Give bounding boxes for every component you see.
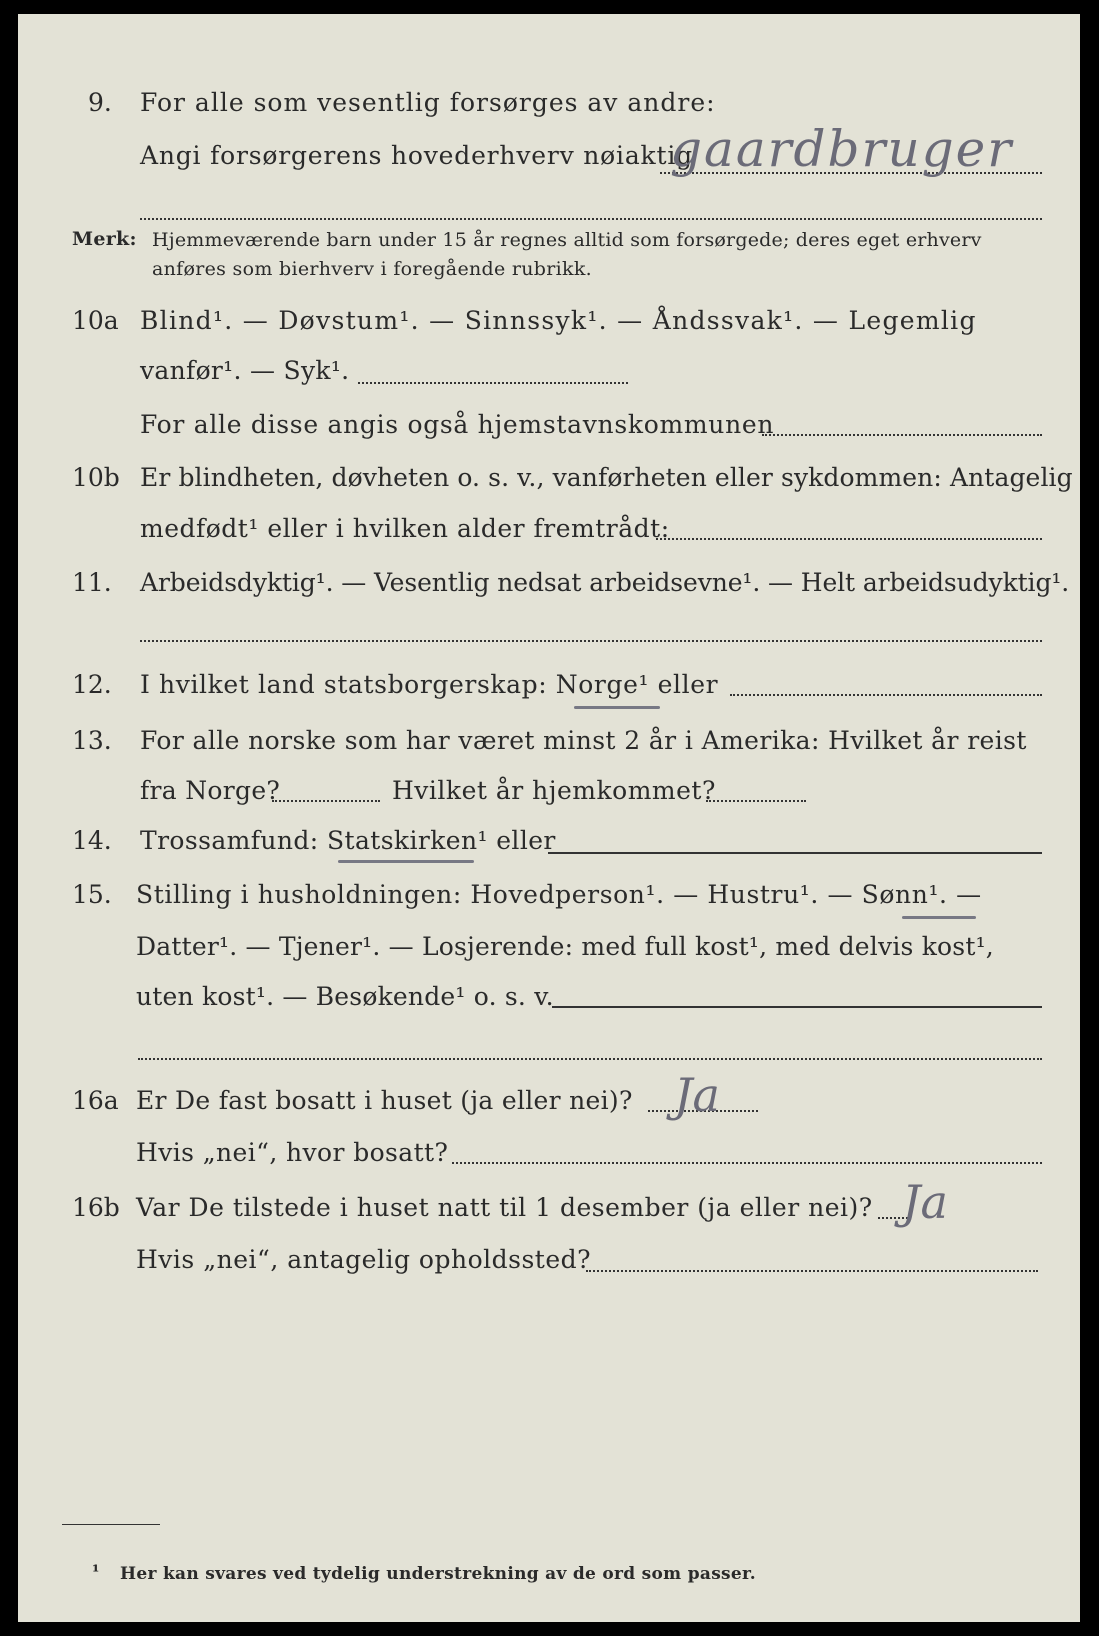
q10b-line1: Er blindheten, døvheten o. s. v., vanførheten eller sykdommen: Antagelig xyxy=(140,463,1073,492)
q10a-hjemstavn-line[interactable] xyxy=(762,434,1042,436)
q11-line1: Arbeidsdyktig¹. — Vesentlig nedsat arbeidsevne¹. — Helt arbeidsudyktig¹. xyxy=(140,568,1070,597)
q16a-line1: Er De fast bosatt i huset (ja eller nei)? xyxy=(136,1086,633,1115)
q16a-handwritten-answer: Ja xyxy=(674,1068,720,1122)
q10a-number: 10a xyxy=(72,306,119,335)
q13-line1: For alle norske som har været minst 2 år i Amerika: Hvilket år reist xyxy=(140,726,1027,755)
q10b-answer-line[interactable] xyxy=(656,538,1042,540)
q16b-opholdssted-line[interactable] xyxy=(586,1270,1038,1272)
q16b-handwritten-answer: Ja xyxy=(902,1175,948,1229)
q15-sonn-underline xyxy=(902,916,976,919)
q15-line2: Datter¹. — Tjener¹. — Losjerende: med full kost¹, med delvis kost¹, xyxy=(136,932,994,961)
q13-hjemkommet-line[interactable] xyxy=(706,800,806,802)
q15-line1: Stilling i husholdningen: Hovedperson¹. — Hustru¹. — Sønn¹. — xyxy=(136,880,982,909)
merk-label: Merk: xyxy=(72,228,137,250)
q10a-line3: For alle disse angis også hjemstavnskommunen xyxy=(140,410,775,439)
q10a-syk-line[interactable] xyxy=(358,382,628,384)
footnote-text: Her kan svares ved tydelig understrekning av de ord som passer. xyxy=(120,1564,756,1584)
q16b-line1: Var De tilstede i huset natt til 1 desember (ja eller nei)? xyxy=(136,1193,873,1222)
q13-line2b: Hvilket år hjemkommet? xyxy=(392,776,716,805)
q13-reist-line[interactable] xyxy=(272,800,380,802)
q12-number: 12. xyxy=(72,670,112,699)
q12-norge-underline xyxy=(574,706,660,709)
q16a-number: 16a xyxy=(72,1086,119,1115)
q9-handwritten-answer: gaardbruger xyxy=(670,120,1014,178)
merk-text-line1: Hjemmeværende barn under 15 år regnes alltid som forsørgede; deres eget erhverv xyxy=(152,229,982,251)
q10a-line1: Blind¹. — Døvstum¹. — Sinnssyk¹. — Åndssvak¹. — Legemlig xyxy=(140,306,977,335)
q13-line2a: fra Norge? xyxy=(140,776,281,805)
q11-number: 11. xyxy=(72,568,112,597)
q10b-line2: medfødt¹ eller i hvilken alder fremtrådt: xyxy=(140,514,670,543)
q16a-bosatt-line[interactable] xyxy=(452,1162,1042,1164)
q15-number: 15. xyxy=(72,880,112,909)
q14-statskirken-underline xyxy=(338,860,474,863)
q14-line1: Trossamfund: Statskirken¹ eller xyxy=(140,826,556,855)
q12-answer-line[interactable] xyxy=(730,694,1042,696)
footnote-rule xyxy=(62,1524,160,1525)
q15-extra-line[interactable] xyxy=(138,1058,1042,1060)
q11-answer-line[interactable] xyxy=(140,640,1042,642)
merk-text-line2: anføres som bierhverv i foregående rubrikk. xyxy=(152,258,592,280)
q9-extra-line[interactable] xyxy=(140,218,1042,220)
q9-number: 9. xyxy=(88,88,112,117)
q14-answer-line[interactable] xyxy=(548,852,1042,854)
q14-number: 14. xyxy=(72,826,112,855)
q15-line3: uten kost¹. — Besøkende¹ o. s. v. xyxy=(136,982,554,1011)
q15-answer-line[interactable] xyxy=(552,1006,1042,1008)
q16b-number: 16b xyxy=(72,1193,120,1222)
q13-number: 13. xyxy=(72,726,112,755)
q9-prompt: Angi forsørgerens hovederhverv nøiaktig xyxy=(140,141,693,170)
footnote-mark: ¹ xyxy=(92,1562,100,1582)
q16b-line2: Hvis „nei“, antagelig opholdssted? xyxy=(136,1245,592,1274)
q16a-line2: Hvis „nei“, hvor bosatt? xyxy=(136,1138,449,1167)
form-page xyxy=(18,14,1080,1622)
q10b-number: 10b xyxy=(72,463,120,492)
q9-heading: For alle som vesentlig forsørges av andre: xyxy=(140,88,716,117)
q10a-line2: vanfør¹. — Syk¹. xyxy=(140,356,350,385)
q12-line1: I hvilket land statsborgerskap: Norge¹ eller xyxy=(140,670,719,699)
